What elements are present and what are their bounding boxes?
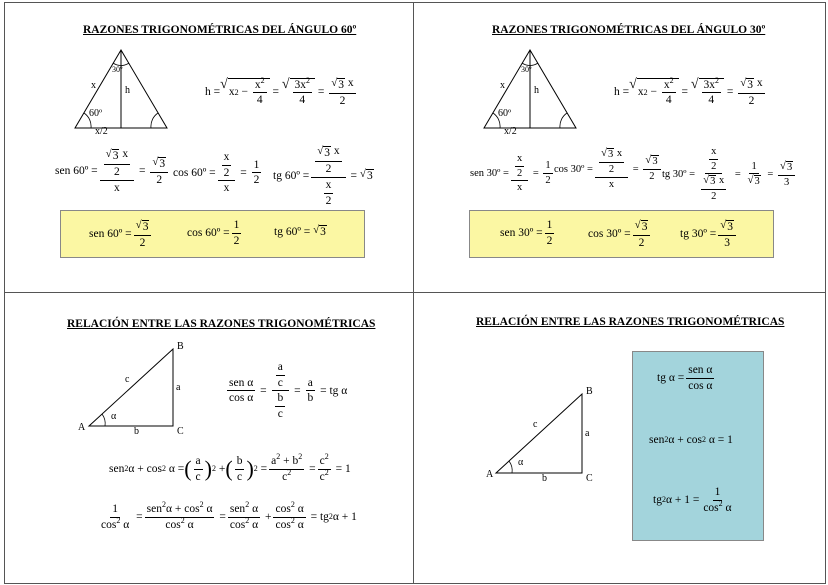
tg-alpha: tg α — [329, 384, 348, 397]
cos-60-result: cos 60º = $\frac{1}{2}$ — [187, 219, 240, 247]
cos-60-label: cos 60º = — [173, 166, 216, 179]
height-h-label: h — [534, 85, 539, 96]
sen-30-result-label: sen 30º = — [500, 227, 543, 240]
h-lhs: h = — [205, 86, 221, 99]
pyth-sen: sen — [109, 463, 125, 476]
panel-angle-60 — [4, 2, 415, 294]
cos2-label: cos — [703, 501, 719, 514]
tg-den: cos α — [688, 379, 713, 392]
tg-30-result-label: tg 30º = — [680, 228, 717, 241]
pythagorean-identity: sen 2 α + cos 2 α = 1 — [649, 434, 733, 446]
panel-title: RELACIÓN ENTRE LAS RAZONES TRIGONOMÉTRICAS — [476, 316, 785, 328]
panel-angle-30 — [413, 2, 826, 294]
angle-alpha: α — [111, 411, 117, 422]
angle-30-label: 30º — [112, 65, 123, 74]
sen-60-label: sen 60º = — [55, 165, 98, 178]
tg-num: sen α — [686, 364, 714, 379]
cos-30-result-label: cos 30º = — [588, 228, 631, 241]
pyth-sen: sen — [649, 434, 665, 446]
result-box-30 — [469, 210, 774, 258]
tg-30-derivation: tg 30º = $\frac{x}{2}$ √ 3 x 2 = 1 √ 3 = √ 3 3 — [662, 146, 797, 203]
identities-box — [632, 351, 764, 541]
pyth-end: α = 1 — [708, 434, 733, 446]
pyth-mid: α + cos — [668, 434, 702, 446]
vertex-C: C — [586, 473, 593, 484]
side-x-label: x — [91, 80, 96, 91]
vertex-C: C — [177, 426, 184, 437]
side-c: c — [125, 374, 130, 385]
one-num: 1 — [110, 503, 120, 518]
panel-title: RAZONES TRIGONOMÉTRICAS DEL ÁNGULO 60º — [83, 24, 357, 36]
angle-alpha: α — [518, 457, 524, 468]
tg-lhs: tg α = — [657, 372, 685, 385]
tg-60-result: tg 60º = √ 3 — [274, 224, 326, 239]
base-x2-label: x/2 — [95, 126, 108, 137]
ratio-den: cos α — [229, 392, 254, 405]
sen-30-label: sen 30º = — [470, 167, 509, 179]
cos-60-result-label: cos 60º = — [187, 227, 230, 240]
base-x2-label: x/2 — [504, 126, 517, 137]
side-c: c — [533, 419, 538, 430]
height-formula: h = √ x 2 − $\frac{x^2}{4}$ = √ $\frac{3x^2}{4}$ = √ 3 x 2 — [614, 75, 763, 108]
angle-60-label: 60º — [498, 108, 512, 119]
panel-relations-right — [413, 292, 826, 584]
side-b: b — [542, 473, 547, 484]
height-formula: h = √ x 2 − $\frac{x^2}{4}$ = √ $\frac{3x^2}{4}$ = √ 3 x 2 — [205, 75, 354, 108]
vertex-A: A — [486, 469, 494, 480]
tg-60-derivation: tg 60º = √ 3 x 2 $\frac{x}{2}$ = √ 3 — [273, 145, 373, 207]
tg-squared-identity: tg 2 α + 1 = $\frac{1}{\cos^2 \alpha}$ — [653, 486, 732, 514]
height-h-label: h — [125, 85, 130, 96]
tg2-label: tg — [653, 494, 662, 507]
panel-title: RELACIÓN ENTRE LAS RAZONES TRIGONOMÉTRICAS — [67, 318, 376, 330]
tg-30-label: tg 30º = — [662, 168, 696, 180]
tg-60-label: tg 60º = — [273, 170, 310, 183]
tg-ratio-formula: $\frac{\text{sen α}}{\text{cos α}}$ = $\frac{\frac{a}{c}}{\frac{b}{c}}$ = $\frac{a}{b}$ = tg α — [229, 361, 348, 420]
side-x-label: x — [500, 80, 505, 91]
side-a: a — [585, 428, 590, 439]
tg-identity — [657, 364, 716, 392]
cos-30-result: cos 30º = √ 3 2 — [588, 219, 652, 250]
tg2-mid: α + 1 = — [665, 494, 700, 507]
side-a: a — [176, 382, 181, 393]
cos-30-label: cos 30º = — [554, 163, 593, 175]
vertex-B: B — [586, 386, 593, 397]
vertex-A: A — [78, 422, 86, 433]
sen-60-derivation: sen 60º = √ 3 x 2 x = √ 3 2 — [55, 148, 170, 195]
tg-30-result: tg 30º = √ 3 3 — [680, 219, 738, 250]
pythagorean-derivation: sen 2 α + cos 2 α = ( $\frac{a}{c}$ ) 2 + ( $\frac{b}{c}$ ) 2 = $\frac{a^2 + b^2}{c^2}$ = $\frac{c^2}{c^2}$ = 1 — [109, 452, 351, 483]
reciprocal-cos-derivation: $\frac{1}{\cos^2 \alpha}$ = $\frac{sen^2\alpha + \cos^2 \alpha}{\cos^2 \alpha}$ = $\frac{sen^2 \alpha}{\cos^2 \alpha}$ + $\frac{\cos^2 \alpha}{\cos^2 \alpha}$ = tg 2 α + 1 — [101, 500, 357, 531]
one-num: 1 — [713, 486, 723, 501]
panel-relations-left — [4, 292, 415, 584]
pyth-plus: α + cos — [128, 463, 162, 476]
sen-60-result: sen 60º = √ 3 2 — [89, 219, 153, 250]
sen-30-result: sen 30º = $\frac{1}{2}$ — [500, 219, 553, 247]
ratio-num: sen α — [227, 377, 255, 392]
tg-60-result-label: tg 60º = — [274, 226, 311, 239]
vertex-B: B — [177, 341, 184, 352]
sen-30-derivation: sen 30º = $\frac{\frac{x}{2}}{x}$ = $\frac{1}{2}$ — [470, 153, 551, 194]
sen-60-result-label: sen 60º = — [89, 228, 132, 241]
angle-30-label: 30º — [521, 65, 532, 74]
pyth-alpha: α — [168, 463, 175, 476]
side-b: b — [134, 426, 139, 437]
alpha-label: α — [725, 501, 732, 514]
panel-title: RAZONES TRIGONOMÉTRICAS DEL ÁNGULO 30º — [492, 24, 766, 36]
cos-30-derivation: cos 30º = √ 3 x 2 x = √ 3 2 — [554, 148, 663, 190]
angle-60-label: 60º — [89, 108, 103, 119]
h-lhs: h = — [614, 86, 630, 99]
result-box-60 — [60, 210, 365, 258]
right-triangle-diagram — [5, 293, 414, 583]
cos-60-derivation: cos 60º = $\frac{\frac{x}{2}}{x}$ = $\frac{1}{2}$ — [173, 151, 260, 195]
